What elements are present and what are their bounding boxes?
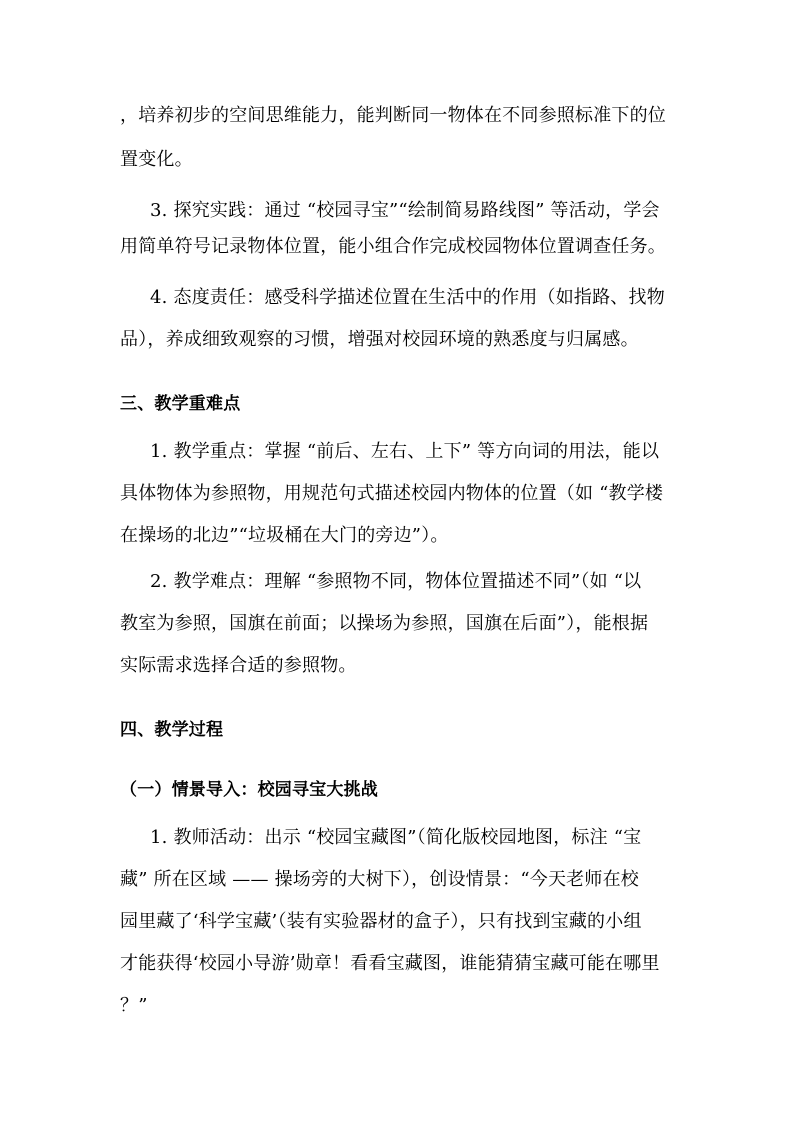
subsection1-heading: （一）情景导入：校园寻宝大挑战: [120, 780, 378, 800]
goal2-line-1: ，培养初步的空间思维能力，能判断同一物体在不同参照标准下的位: [120, 105, 666, 126]
teacher-activity-line-5: ？”: [120, 995, 148, 1016]
difficulty-line-2: 教室为参照，国旗在前面；以操场为参照，国旗在后面”），能根据: [120, 613, 649, 634]
teacher-activity-line-1: 1. 教师活动：出示 “校园宝藏图”（简化版校园地图，标注 “宝: [150, 827, 642, 848]
section3-heading: 三、教学重难点: [120, 394, 241, 414]
goal3-line-2: 用简单符号记录物体位置，能小组合作完成校园物体位置调查任务。: [120, 236, 666, 257]
key-point-line-3: 在操场的北边”“垃圾桶在大门的旁边”）。: [120, 525, 449, 546]
key-point-line-2: 具体物体为参照物，用规范句式描述校园内物体的位置（如 “教学楼: [120, 483, 664, 504]
difficulty-line-1: 2. 教学难点：理解 “参照物不同，物体位置描述不同”（如 “以: [150, 571, 642, 592]
goal4-line-2: 品），养成细致观察的习惯，增强对校园环境的熟悉度与归属感。: [120, 329, 639, 350]
goal3-line-1: 3. 探究实践：通过 “校园寻宝”“绘制简易路线图” 等活动，学会: [150, 200, 660, 221]
difficulty-line-3: 实际需求选择合适的参照物。: [120, 655, 357, 676]
teacher-activity-line-2: 藏” 所在区域 —— 操场旁的大树下），创设情景：“今天老师在校: [120, 869, 639, 890]
goal2-line-2: 置变化。: [120, 149, 193, 170]
goal4-line-1: 4. 态度责任：感受科学描述位置在生活中的作用（如指路、找物: [150, 287, 665, 308]
teacher-activity-line-3: 园里藏了‘科学宝藏’（装有实验器材的盒子），只有找到宝藏的小组: [120, 911, 642, 932]
teacher-activity-line-4: 才能获得‘校园小导游’勋章！看看宝藏图，谁能猜猜宝藏可能在哪里: [120, 953, 660, 974]
key-point-line-1: 1. 教学重点：掌握 “前后、左右、上下” 等方向词的用法，能以: [150, 441, 660, 462]
section4-heading: 四、教学过程: [120, 720, 224, 740]
